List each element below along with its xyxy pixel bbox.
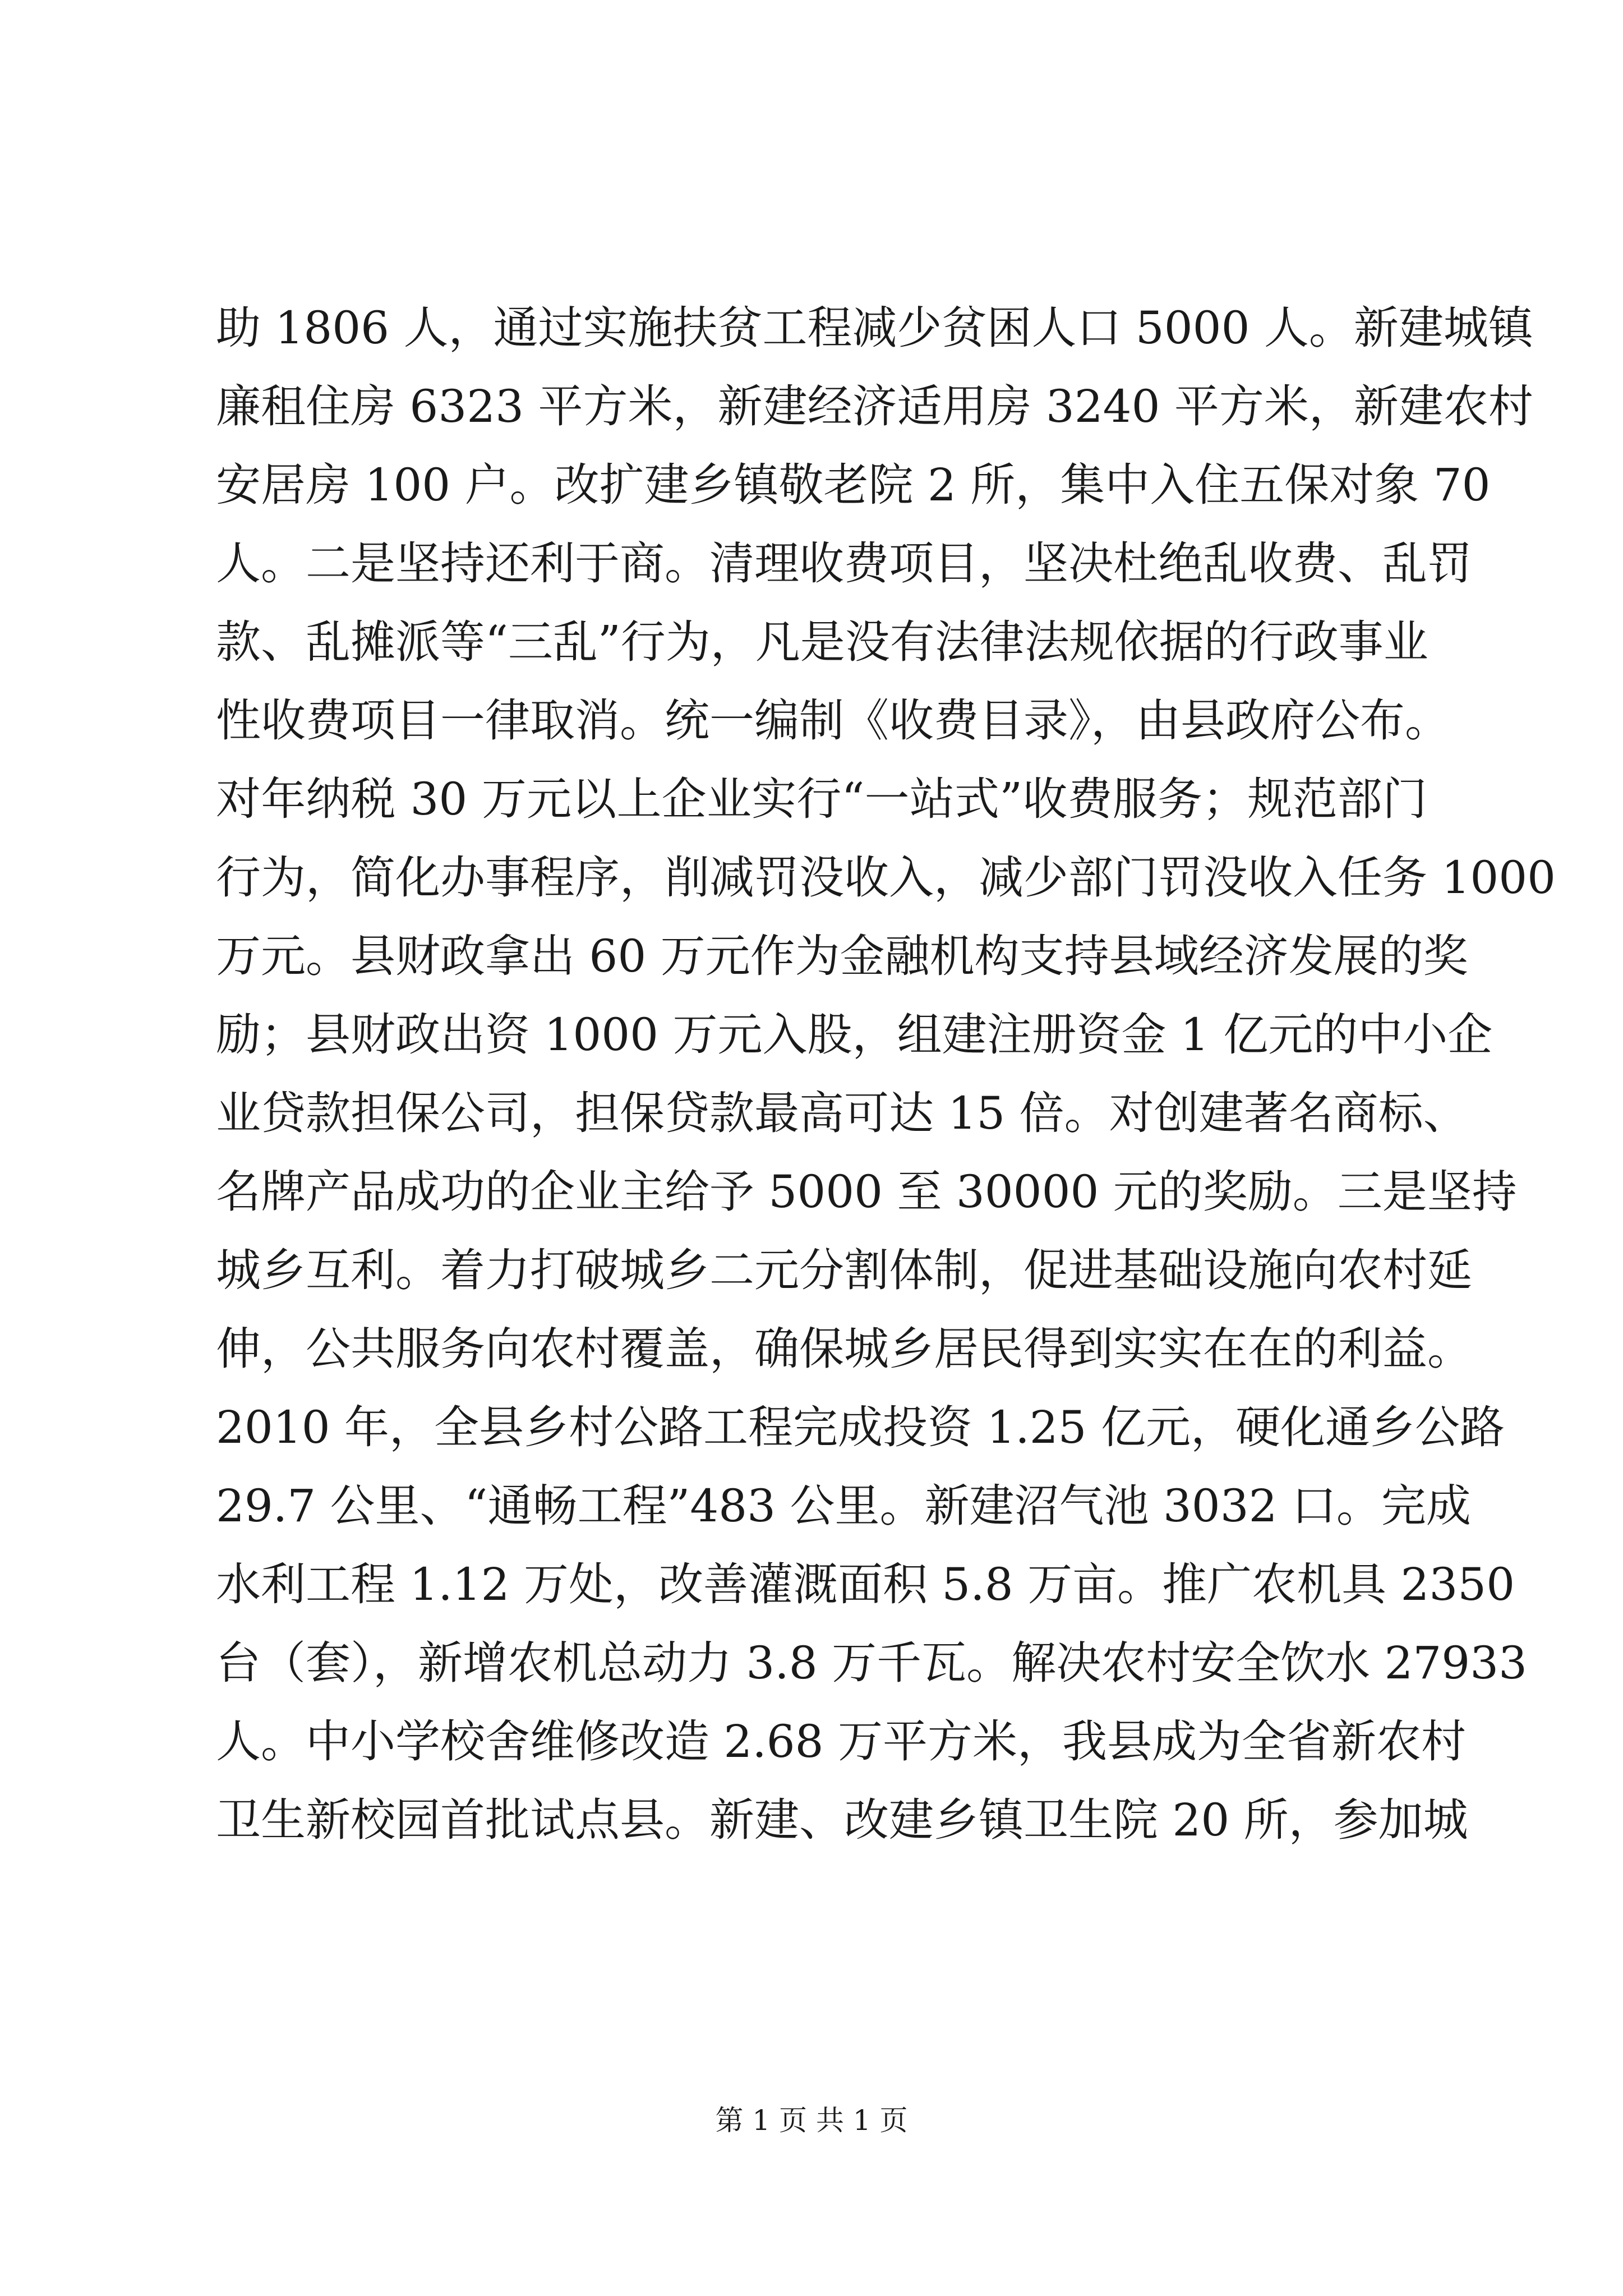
text-line-6: 性收费项目一律取消。统一编制《收费目录》，由县政府公布。 (216, 694, 1450, 747)
body-text (216, 289, 1556, 1860)
text-line-7: 对年纳税 30 万元以上企业实行“一站式”收费服务；规范部门 (216, 773, 1427, 825)
text-line-2: 廉租住房 6323 平方米，新建经济适用房 3240 平方米，新建农村 (216, 380, 1533, 432)
page-footer: 第 1 页 共 1 页 (715, 2104, 908, 2137)
text-line-12: 名牌产品成功的企业主给予 5000 至 30000 元的奖励。三是坚持 (216, 1166, 1517, 1218)
text-line-16: 29.7 公里、“通畅工程”483 公里。新建沼气池 3032 口。完成 (216, 1480, 1471, 1532)
text-line-14: 伸，公共服务向农村覆盖，确保城乡居民得到实实在在的利益。 (216, 1323, 1472, 1375)
text-line-18: 台（套），新增农机总动力 3.8 万千瓦。解决农村安全饮水 27933 (216, 1637, 1528, 1689)
text-line-5: 款、乱摊派等“三乱”行为，凡是没有法律法规依据的行政事业 (216, 616, 1428, 668)
text-line-1: 助 1806 人，通过实施扶贫工程减少贫困人口 5000 人。新建城镇 (216, 302, 1533, 354)
text-line-20: 卫生新校园首批试点县。新建、改建乡镇卫生院 20 所，参加城 (216, 1794, 1468, 1846)
text-line-11: 业贷款担保公司，担保贷款最高可达 15 倍。对创建著名商标、 (216, 1087, 1468, 1139)
text-line-3: 安居房 100 户。改扩建乡镇敬老院 2 所，集中入住五保对象 70 (216, 459, 1491, 511)
text-line-9: 万元。县财政拿出 60 万元作为金融机构支持县域经济发展的奖 (216, 930, 1468, 982)
text-line-8: 行为，简化办事程序，削减罚没收入，减少部门罚没收入任务 1000 (216, 852, 1556, 904)
text-line-17: 水利工程 1.12 万处，改善灌溉面积 5.8 万亩。推广农机具 2350 (216, 1558, 1515, 1611)
text-line-4: 人。二是坚持还利于商。清理收费项目，坚决杜绝乱收费、乱罚 (216, 537, 1472, 590)
text-line-15: 2010 年，全县乡村公路工程完成投资 1.25 亿元，硬化通乡公路 (216, 1401, 1505, 1453)
text-line-19: 人。中小学校舍维修改造 2.68 万平方米，我县成为全省新农村 (216, 1715, 1466, 1768)
text-line-13: 城乡互利。着力打破城乡二元分割体制，促进基础设施向农村延 (216, 1244, 1472, 1296)
text-line-10: 励；县财政出资 1000 万元入股，组建注册资金 1 亿元的中小企 (216, 1009, 1493, 1061)
